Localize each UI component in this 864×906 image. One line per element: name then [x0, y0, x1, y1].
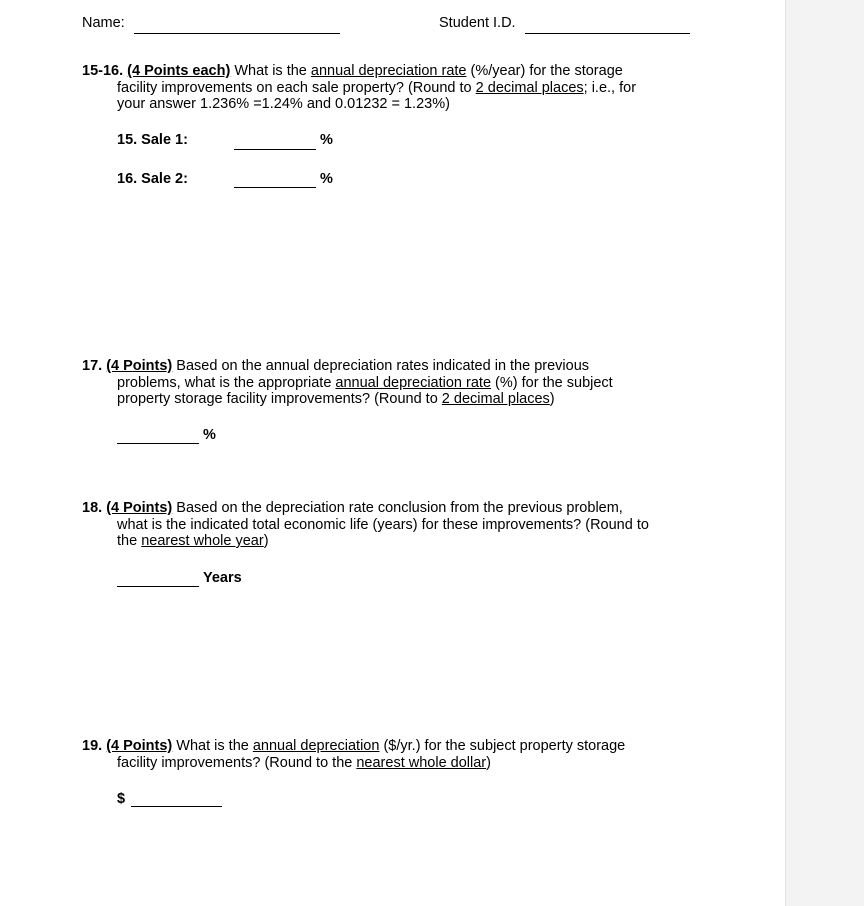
question-text: problems, what is the appropriate: [117, 374, 336, 391]
question-text: ($/yr.) for the subject property storage: [379, 738, 626, 754]
name-answer-line[interactable]: [134, 33, 340, 34]
question-text: facility improvements? (Round to the: [117, 754, 357, 771]
question-text: (%/year) for the storage: [466, 63, 623, 79]
sale-2-label: 16. Sale 2:: [117, 171, 188, 187]
question-text-emphasis: annual depreciation rate: [310, 63, 467, 79]
q18-answer-line[interactable]: [117, 586, 199, 587]
question-text: ; i.e., for: [583, 79, 637, 96]
question-text: (%) for the subject: [491, 374, 613, 391]
question-15-16: [82, 63, 636, 113]
question-text: the: [117, 533, 142, 549]
points-label: (4 Points): [106, 738, 173, 754]
question-text-emphasis: 2 decimal places: [441, 391, 550, 407]
question-text-emphasis: 2 decimal places: [475, 79, 584, 96]
question-text: Based on the depreciation rate conclusion from the previous problem,: [176, 500, 623, 516]
dollar-sign: $: [117, 791, 126, 807]
question-text: your answer 1.236% =1.24% and 0.01232 = 1.23%): [117, 96, 450, 112]
question-text-emphasis: annual depreciation: [252, 738, 380, 754]
question-text-emphasis: nearest whole dollar: [356, 754, 487, 771]
points-label: (4 Points): [106, 500, 173, 516]
question-text: What is the: [176, 738, 253, 754]
percent-unit: %: [320, 171, 333, 187]
question-18: [82, 500, 649, 550]
question-number: 18.: [82, 500, 103, 516]
question-text: ): [549, 391, 555, 407]
question-number: 15-16.: [82, 63, 124, 79]
q19-answer-line[interactable]: [131, 806, 222, 807]
sale-2-answer-line[interactable]: [234, 187, 316, 188]
question-text-emphasis: nearest whole year: [141, 533, 264, 549]
q17-answer-line[interactable]: [117, 443, 199, 444]
years-unit: Years: [203, 570, 242, 586]
percent-unit: %: [203, 427, 216, 443]
question-text: Based on the annual depreciation rates indicated in the previous: [176, 358, 590, 374]
question-19: [82, 738, 625, 771]
question-text-emphasis: annual depreciation rate: [335, 374, 492, 391]
question-text: property storage facility improvements? (Round to: [117, 391, 442, 407]
question-text: what is the indicated total economic life (years) for these improvements? (Round to: [117, 516, 649, 533]
sale-1-answer-line[interactable]: [234, 149, 316, 150]
question-text: ): [486, 754, 491, 771]
student-id-label: Student I.D.: [439, 15, 516, 31]
points-label: (4 Points each): [127, 63, 231, 79]
side-panel: [785, 0, 864, 906]
student-id-answer-line[interactable]: [525, 33, 690, 34]
points-label: (4 Points): [106, 358, 173, 374]
question-17: [82, 358, 613, 408]
percent-unit: %: [320, 132, 333, 148]
question-text: What is the: [234, 63, 311, 79]
sale-1-label: 15. Sale 1:: [117, 132, 188, 148]
name-label: Name:: [82, 15, 125, 31]
question-text: facility improvements on each sale property? (Round to: [117, 79, 476, 96]
question-text: ): [263, 533, 269, 549]
question-number: 19.: [82, 738, 103, 754]
question-number: 17.: [82, 358, 103, 374]
